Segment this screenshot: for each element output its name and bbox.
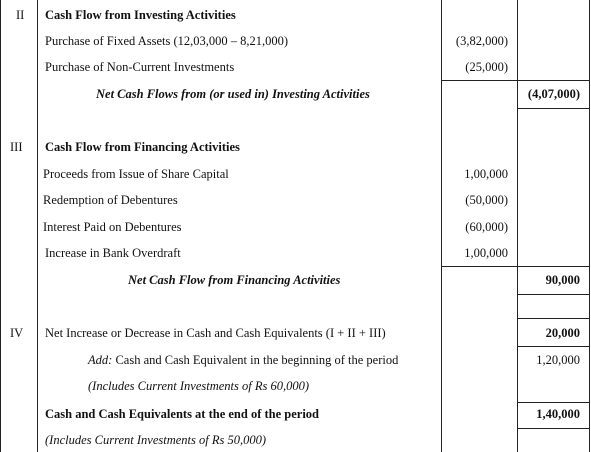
financing-heading: Cash Flow from Financing Activities — [45, 140, 240, 154]
opening-balance-line — [88, 352, 398, 368]
investing-total-amount: (4,07,000) — [527, 87, 580, 101]
investing-item-label: Purchase of Fixed Assets (12,03,000 – 8,21,000) — [45, 34, 289, 48]
ending-balance-note: (Includes Current Investments of Rs 50,000) — [45, 433, 267, 447]
financing-item-label: Interest Paid on Debentures — [43, 220, 182, 234]
opening-balance-note: (Includes Current Investments of Rs 60,000) — [88, 379, 310, 393]
add-prefix: Add: — [88, 353, 113, 367]
net-increase-bottom-rule — [517, 346, 589, 347]
investing-heading: Cash Flow from Investing Activities — [45, 8, 236, 22]
financing-total-top-rule — [517, 266, 589, 267]
financing-total-bottom-rule — [517, 294, 589, 295]
numeral-column-divider — [37, 0, 38, 452]
financing-item-label: Proceeds from Issue of Share Capital — [43, 167, 229, 181]
section-numeral-ii: II — [16, 8, 25, 22]
ending-balance-amount: 1,40,000 — [536, 407, 580, 421]
ending-balance-label: Cash and Cash Equivalents at the end of the period — [45, 407, 320, 421]
net-increase-top-rule — [517, 318, 589, 319]
financing-item-amount: (60,000) — [465, 220, 508, 234]
financing-item-amount: 1,00,000 — [464, 246, 508, 260]
financing-item-amount: (50,000) — [465, 193, 508, 207]
ending-balance-bottom-rule — [517, 428, 589, 429]
investing-item-amount: (25,000) — [465, 60, 508, 74]
financing-total-label: Net Cash Flow from Financing Activities — [128, 273, 341, 287]
section-numeral-iii: III — [10, 140, 23, 154]
financing-item-amount: 1,00,000 — [464, 167, 508, 181]
opening-balance-label: Cash and Cash Equivalent in the beginning of the period — [112, 353, 399, 367]
investing-total-bottom-rule — [517, 108, 589, 109]
net-increase-label: Net Increase or Decrease in Cash and Cash Equivalents (I + II + III) — [45, 326, 386, 340]
investing-subtotal-rule — [441, 80, 517, 81]
financing-item-label: Increase in Bank Overdraft — [45, 246, 181, 260]
total-column-divider — [517, 0, 518, 452]
net-increase-amount: 20,000 — [545, 326, 580, 340]
opening-balance-amount: 1,20,000 — [536, 353, 580, 367]
financing-item-label: Redemption of Debentures — [43, 193, 178, 207]
ending-balance-top-rule — [517, 402, 589, 403]
section-numeral-iv: IV — [10, 326, 24, 340]
investing-item-amount: (3,82,000) — [455, 34, 508, 48]
financing-total-amount: 90,000 — [545, 273, 580, 287]
investing-item-label: Purchase of Non-Current Investments — [45, 60, 235, 74]
left-border — [0, 0, 1, 452]
financing-subtotal-rule — [441, 266, 517, 267]
investing-total-label: Net Cash Flows from (or used in) Investing Activities — [96, 87, 370, 101]
investing-total-top-rule — [517, 80, 589, 81]
right-border — [589, 0, 590, 452]
